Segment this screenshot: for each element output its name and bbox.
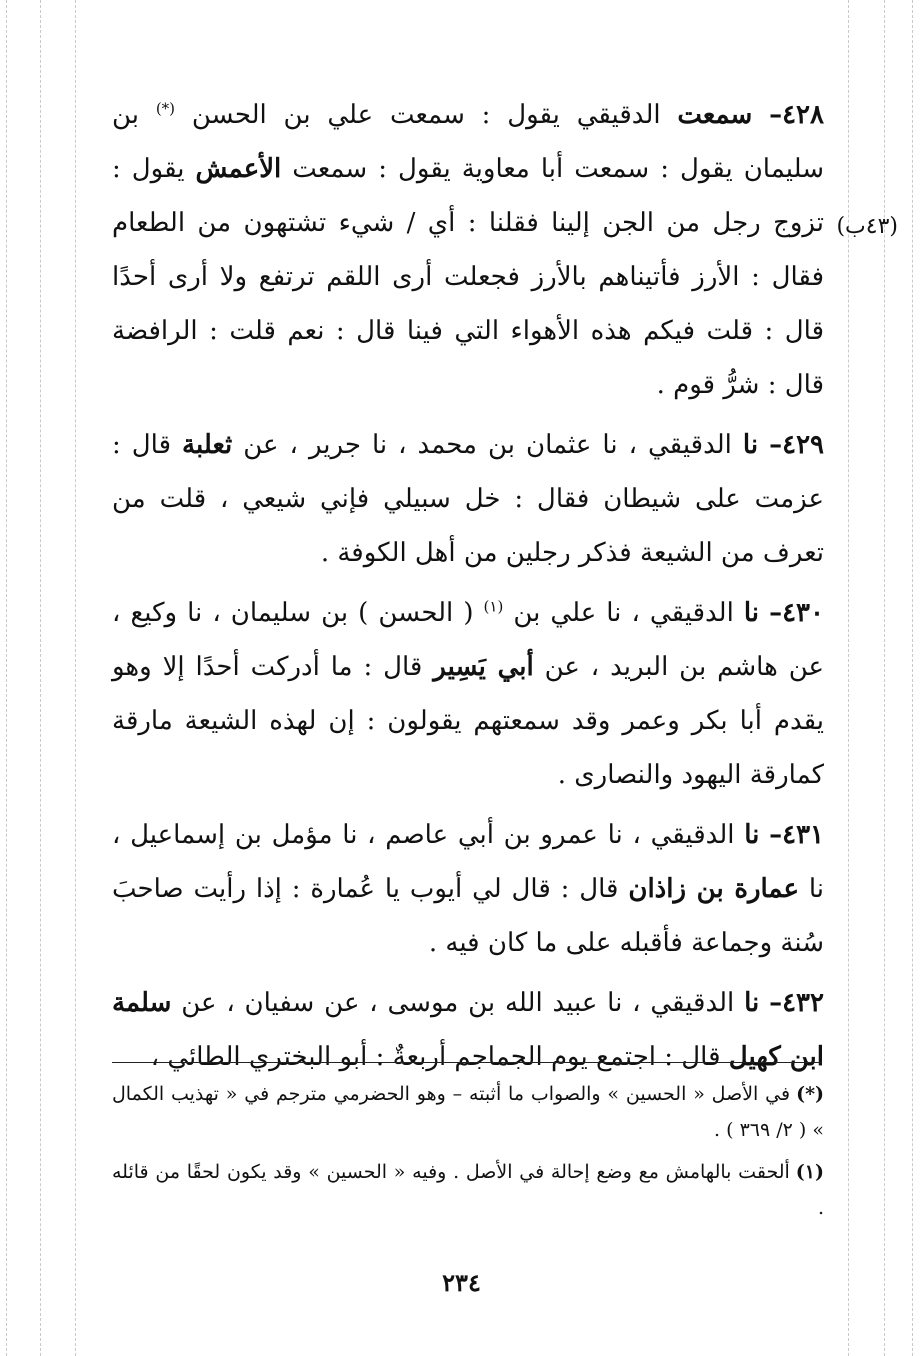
- narration-text: بن سليمان يقول : سمعت أبا معاوية يقول : سمعت: [112, 100, 825, 184]
- narration-text: قال : قال لي أيوب يا عُمارة : إذا رأيت صاحبَ سُنة وجماعة فأقبله على ما كان فيه .: [112, 874, 824, 958]
- narrator-name: عمارة بن زاذان: [628, 874, 799, 904]
- footnote-ref: (١): [483, 597, 504, 616]
- footnote-mark: (*): [796, 1083, 824, 1105]
- narration-keyword: نا: [744, 988, 760, 1018]
- narration-text: الدقيقي ، نا عبيد الله بن موسى ، عن سفيان ، عن: [171, 988, 745, 1018]
- scan-guide-line: [6, 0, 7, 1356]
- narration-number: ٤٣٠–: [769, 598, 824, 628]
- narration-text: الدقيقي يقول : سمعت علي بن الحسن: [175, 100, 678, 130]
- narration-keyword: سمعت: [677, 100, 753, 130]
- narrator-name: الأعمش: [195, 154, 282, 184]
- footnote-separator: [112, 1062, 822, 1063]
- narration-429: [112, 418, 824, 580]
- narration-text: قال : عزمت على شيطان فقال : خل سبيلي فإني شيعي ، قلت من تعرف من الشيعة فذكر رجلين من أهل الكوفة .: [112, 430, 824, 568]
- footnote: [112, 1076, 824, 1148]
- narration-number: ٤٢٨–: [769, 100, 824, 130]
- narration-keyword: نا: [742, 430, 759, 460]
- footnote-mark: (١): [795, 1161, 824, 1183]
- footnote-text: في الأصل « الحسين » والصواب ما أثبته – وهو الحضرمي مترجم في « تهذيب الكمال » ( ٢/ ٣٦٩ ) .: [112, 1083, 824, 1141]
- narration-text: قال : اجتمع يوم الجماجم أربعةٌ : أبو البختري الطائي ،: [150, 1042, 729, 1072]
- scan-guide-line: [40, 0, 41, 1356]
- narration-number: ٤٣١–: [769, 820, 825, 850]
- narration-text: الدقيقي ، نا علي بن: [503, 598, 744, 628]
- page-number: ٢٣٤: [442, 1268, 481, 1297]
- page-body: [112, 88, 898, 1090]
- narration-431: [112, 808, 824, 970]
- narration-keyword: نا: [744, 820, 760, 850]
- narration-432: [112, 976, 824, 1084]
- narrator-name: أبي يَسِير: [433, 652, 534, 682]
- narration-text: الدقيقي ، نا عمرو بن أبي عاصم ، نا مؤمل بن إسماعيل ، نا: [112, 820, 824, 904]
- footnote: [112, 1154, 824, 1226]
- scan-guide-line: [75, 0, 76, 1356]
- narration-keyword: نا: [743, 598, 760, 628]
- narration-text: قال : ما أدركت أحدًا إلا وهو يقدم أبا بكر وعمر وقد سمعتهم يقولون : إن لهذه الشيعة مارقة كمارقة اليهود والنصارى .: [112, 652, 824, 790]
- narration-text: ( الحسن ) بن سليمان ، نا وكيع ، عن هاشم بن البريد ، عن: [112, 598, 825, 682]
- footnotes: [112, 1076, 824, 1232]
- narration-text: الدقيقي ، نا عثمان بن محمد ، نا جرير ، عن: [232, 430, 743, 460]
- footnote-ref: (*): [155, 99, 176, 118]
- narrator-name: ثعلبة: [182, 430, 233, 460]
- manuscript-folio-note: (٤٣ب): [836, 214, 898, 239]
- scan-guide-line: [912, 0, 913, 1356]
- narration-number: ٤٢٩–: [769, 430, 825, 460]
- footnote-text: ألحقت بالهامش مع وضع إحالة في الأصل . وفيه « الحسين » وقد يكون لحقًا من قائله .: [112, 1161, 824, 1219]
- narration-430: [112, 586, 824, 802]
- narration-number: ٤٣٢–: [769, 988, 824, 1018]
- narration-text: يقول : تزوج رجل من الجن إلينا فقلنا : أي / شيء تشتهون من الطعام فقال : الأرز فأتيناهم بالأرز فجعلت أرى اللقم ترتفع ولا أرى أحدًا قال : قلت فيكم هذه الأهواء التي فينا قال : نعم قلت : الرافضة قال : شرُّ قوم .: [112, 154, 824, 400]
- narrator-name: سلمة ابن كهيل: [112, 988, 824, 1072]
- narration-428: [112, 88, 898, 412]
